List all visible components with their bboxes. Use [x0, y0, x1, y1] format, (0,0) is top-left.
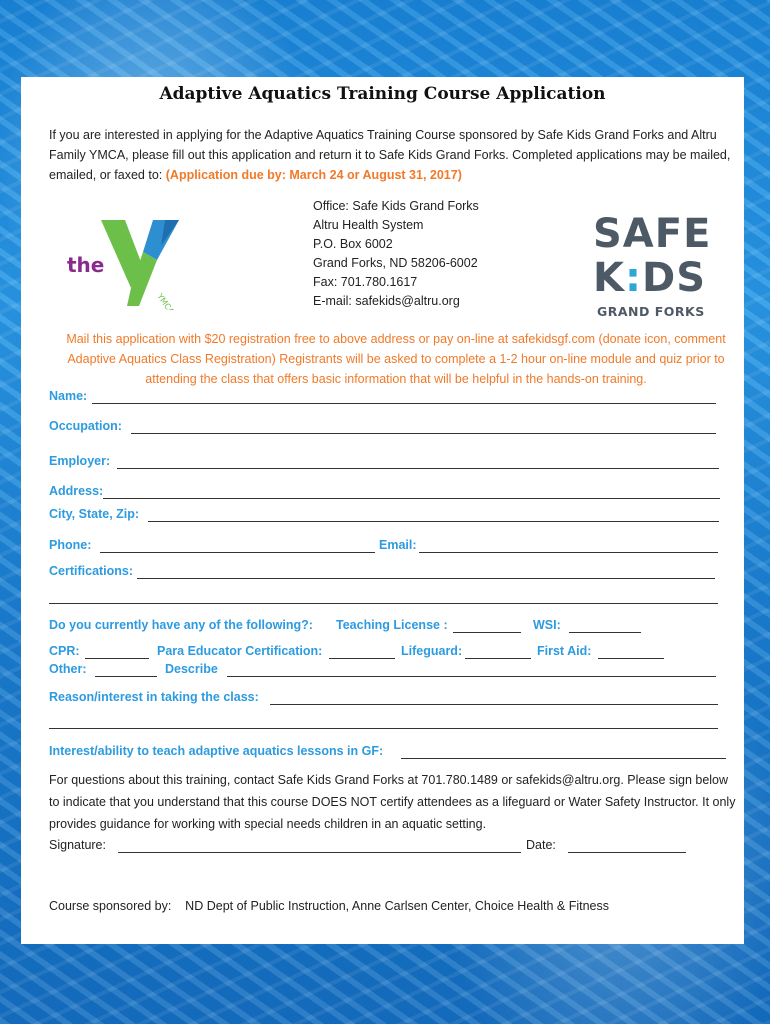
teaching-license-label: Teaching License :	[336, 618, 448, 632]
describe-field[interactable]	[227, 676, 716, 677]
safe-kids-logo-line3: GRAND FORKS	[597, 304, 705, 319]
interest-label: Interest/ability to teach adaptive aquatics lessons in GF:	[49, 744, 384, 758]
due-date-text: (Application due by: March 24 or August 31, 2017)	[165, 168, 462, 182]
para-educator-field[interactable]	[329, 658, 395, 659]
lifeguard-field[interactable]	[465, 658, 531, 659]
employer-field[interactable]	[117, 468, 719, 469]
first-aid-label: First Aid:	[537, 644, 592, 658]
reason-field-line2[interactable]	[49, 728, 718, 729]
office-line: P.O. Box 6002	[313, 237, 393, 251]
email-label: Email:	[379, 538, 417, 552]
occupation-field[interactable]	[131, 433, 716, 434]
first-aid-field[interactable]	[598, 658, 664, 659]
reason-field[interactable]	[270, 704, 718, 705]
name-field[interactable]	[92, 403, 716, 404]
signature-label: Signature:	[49, 838, 106, 852]
date-label: Date:	[526, 838, 556, 852]
para-educator-label: Para Educator Certification:	[157, 644, 323, 658]
form-title: Adaptive Aquatics Training Course Application	[159, 84, 606, 104]
ymca-logo	[61, 210, 201, 310]
mail-notice: Mail this application with $20 registration free to above address or pay on-line at safekidsgf.com (donate icon, comment Adaptive Aquatics Class Registration) Registrants will be asked to complete a 1-2 hour on-line module and quiz prior to attending the class that offers basic information that will be helpful in the hands-on training.	[66, 332, 726, 386]
address-field[interactable]	[103, 498, 720, 499]
office-line: Office: Safe Kids Grand Forks	[313, 199, 479, 213]
do-you-have-label: Do you currently have any of the following?:	[49, 618, 313, 632]
safe-kids-logo-line1: SAFE	[593, 211, 712, 257]
questions-paragraph: For questions about this training, contact Safe Kids Grand Forks at 701.780.1489 or safekids@altru.org. Please sign below to indicate that you understand that this course DOES NOT certify attendees as a lifeguard or Water Safety Instructor. It only provides guidance for working with special needs children in an aquatic setting.	[49, 773, 736, 831]
other-label: Other:	[49, 662, 87, 676]
application-form	[21, 77, 744, 944]
date-field[interactable]	[568, 852, 686, 853]
city-state-zip-field[interactable]	[148, 521, 719, 522]
wsi-label: WSI:	[533, 618, 561, 632]
ymca-small-text: YMCA	[155, 291, 176, 310]
certifications-label: Certifications:	[49, 564, 134, 578]
office-line: Altru Health System	[313, 218, 424, 232]
other-field[interactable]	[95, 676, 157, 677]
teaching-license-field[interactable]	[453, 632, 521, 633]
name-label: Name:	[49, 389, 88, 403]
interest-field[interactable]	[401, 758, 726, 759]
phone-field[interactable]	[100, 552, 375, 553]
lifeguard-label: Lifeguard:	[401, 644, 463, 658]
city-state-zip-label: City, State, Zip:	[49, 507, 140, 521]
ymca-logo-word: the	[67, 253, 105, 277]
address-label: Address:	[49, 484, 104, 498]
certifications-field-line2[interactable]	[49, 603, 718, 604]
phone-label: Phone:	[49, 538, 92, 552]
intro-paragraph	[49, 125, 739, 185]
employer-label: Employer:	[49, 454, 111, 468]
wsi-field[interactable]	[569, 632, 641, 633]
safe-kids-logo-line2: K:DS	[593, 255, 707, 301]
office-line: Grand Forks, ND 58206-6002	[313, 256, 478, 270]
sponsor-line: Course sponsored by: ND Dept of Public Instruction, Anne Carlsen Center, Choice Health & Fitness	[49, 899, 609, 913]
reason-label: Reason/interest in taking the class:	[49, 690, 259, 704]
cpr-field[interactable]	[85, 658, 149, 659]
safe-kids-logo	[591, 211, 712, 319]
certifications-field[interactable]	[137, 578, 715, 579]
signature-field[interactable]	[118, 852, 521, 853]
intro-text: If you are interested in applying for the Adaptive Aquatics Training Course sponsored by Safe Kids Grand Forks and Altru Family YMCA, please fill out this application and return it to Safe Kids Grand Forks. Completed applications may be mailed, emailed, or faxed to:	[49, 128, 731, 182]
email-field[interactable]	[419, 552, 718, 553]
describe-label: Describe	[165, 662, 218, 676]
office-line: Fax: 701.780.1617	[313, 275, 418, 289]
occupation-label: Occupation:	[49, 419, 122, 433]
office-address-block	[313, 197, 479, 311]
cpr-label: CPR:	[49, 644, 80, 658]
office-line: E-mail: safekids@altru.org	[313, 294, 460, 308]
